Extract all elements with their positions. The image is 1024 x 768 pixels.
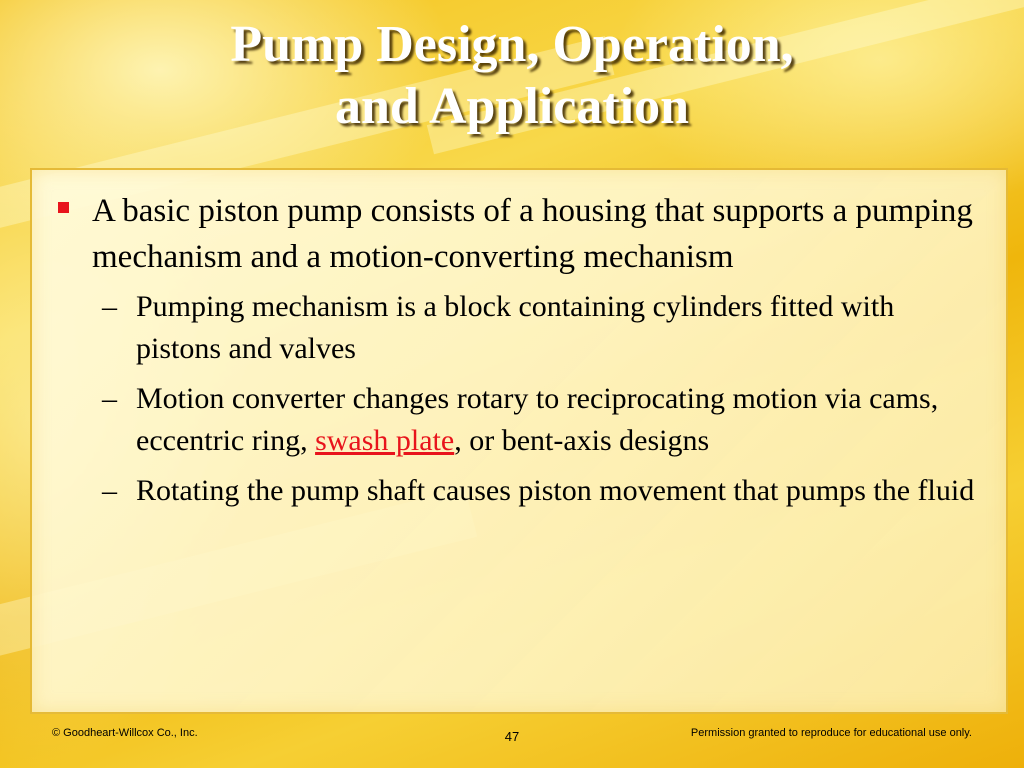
slide-title: [0, 14, 1024, 138]
title-line-2: and Application: [334, 78, 690, 135]
sub-bullet-text-after: , or bent-axis designs: [454, 424, 710, 457]
sub-bullet-text: Pumping mechanism is a block containing cylinders fitted with pistons and valves: [136, 290, 895, 365]
page-number: 47: [504, 729, 520, 744]
sub-bullet-item: [54, 378, 984, 462]
dash-marker: –: [102, 290, 117, 323]
bullet-item: [54, 188, 984, 280]
dash-marker: –: [102, 474, 117, 507]
bullet-text: A basic piston pump consists of a housing that supports a pumping mechanism and a motion-converting mechanism: [92, 193, 973, 275]
dash-marker: –: [102, 382, 117, 415]
sub-bullet-item: [54, 286, 984, 370]
footer-permission: Permission granted to reproduce for educational use only.: [690, 727, 972, 739]
slide-body: [54, 188, 984, 520]
footer-copyright: © Goodheart-Willcox Co., Inc.: [52, 727, 198, 739]
sub-bullet-item: [54, 470, 984, 512]
title-line-1: Pump Design, Operation,: [230, 16, 794, 73]
sub-bullet-text-before: Motion converter changes rotary to reciprocating motion via cams, eccentric ring,: [136, 382, 939, 457]
swash-plate-link[interactable]: swash plate: [315, 424, 455, 457]
bullet-square-icon: [58, 202, 69, 213]
sub-bullet-text: Rotating the pump shaft causes piston movement that pumps the fluid: [136, 474, 975, 507]
